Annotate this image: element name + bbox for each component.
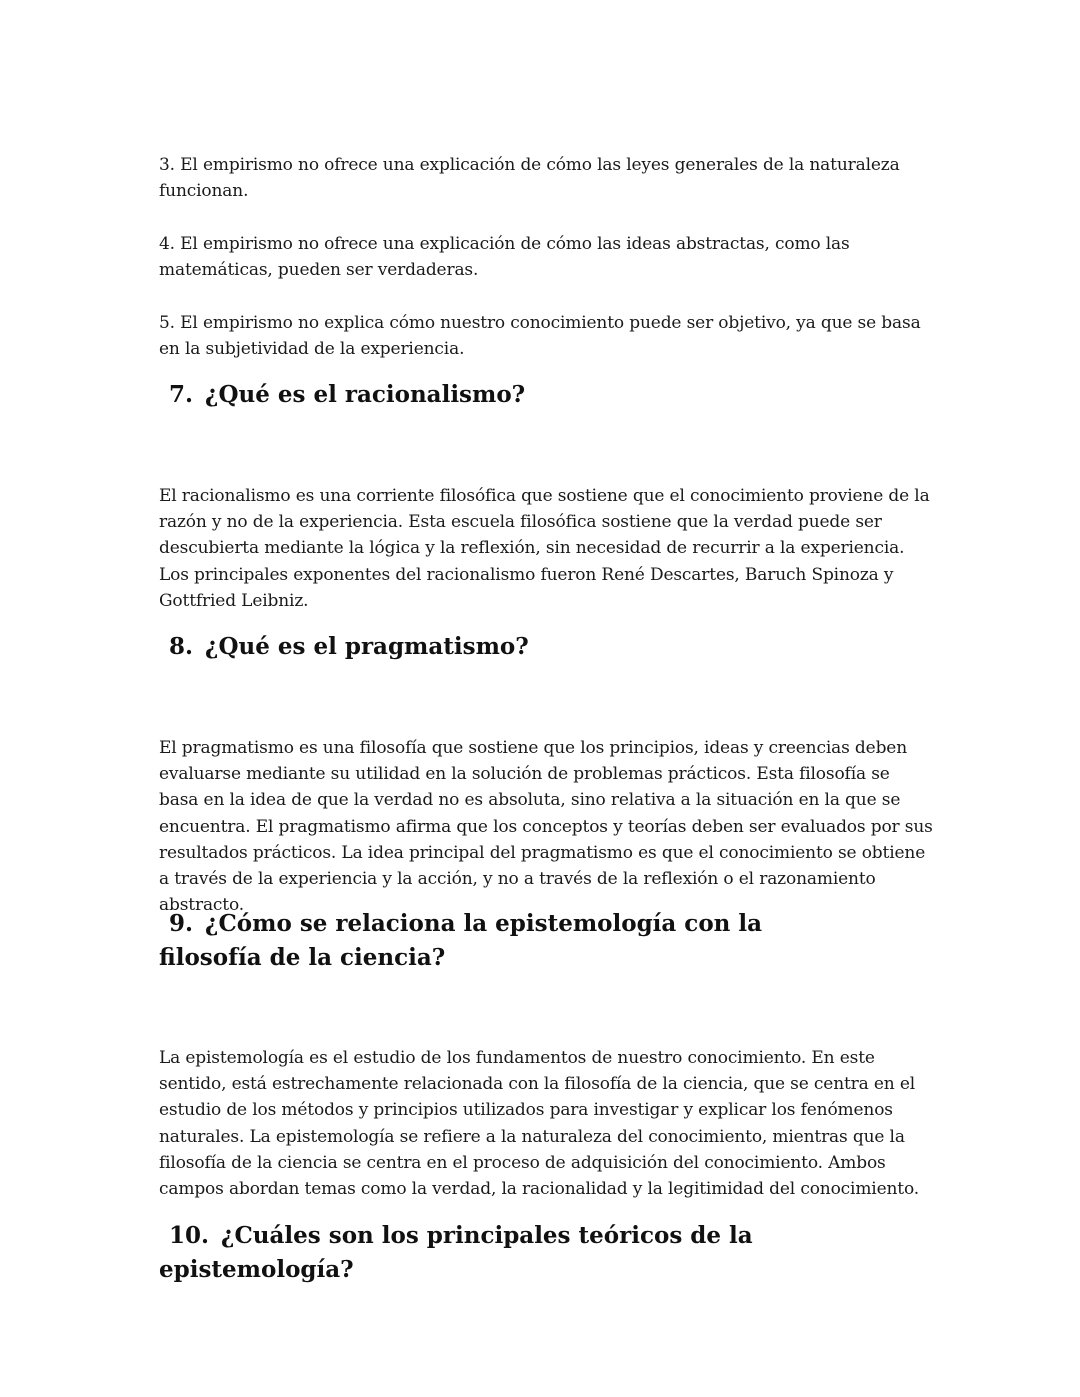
heading-epistemologia-ciencia — [159, 907, 859, 975]
heading-title: ¿Qué es el pragmatismo? — [205, 633, 529, 660]
heading-number: 7. — [169, 381, 194, 408]
paragraph-pragmatismo: El pragmatismo es una filosofía que sostiene que los principios, ideas y creencias deben evaluarse mediante su utilidad en la solución de problemas prácticos. Esta filosofía se basa en la idea de que la verdad no es absoluta, sino relativa a la situación en la que se encuentra. El pragmatismo afirma que los conceptos y teorías deben ser evaluados por sus resultados prácticos. La idea principal del pragmatismo es que el conocimiento se obtiene a través de la experiencia y la acción, y no a través de la reflexión o el razonamiento abstracto. — [159, 738, 933, 916]
heading-title: ¿Cuáles son los principales teóricos de la epistemología? — [159, 1222, 753, 1283]
heading-pragmatismo — [159, 630, 939, 664]
heading-racionalismo — [159, 378, 939, 412]
heading-number: 9. — [169, 910, 194, 937]
heading-teoricos-epistemologia — [159, 1219, 939, 1287]
heading-number: 10. — [169, 1222, 210, 1249]
heading-title: ¿Cómo se relaciona la epistemología con la filosofía de la ciencia? — [159, 910, 763, 971]
paragraph-racionalismo: El racionalismo es una corriente filosófica que sostiene que el conocimiento proviene de la razón y no de la experiencia. Esta escuela filosófica sostiene que la verdad puede ser descubierta mediante la lógica y la reflexión, sin necesidad de recurrir a la experiencia. Los principales exponentes del racionalismo fueron René Descartes, Baruch Spinoza y Gottfried Leibniz. — [159, 486, 930, 611]
list-item-5: 5. El empirismo no explica cómo nuestro conocimiento puede ser objetivo, ya que se basa en la subjetividad de la experiencia. — [159, 313, 921, 360]
list-item-4: 4. El empirismo no ofrece una explicación de cómo las ideas abstractas, como las matemáticas, pueden ser verdaderas. — [159, 234, 850, 281]
heading-number: 8. — [169, 633, 194, 660]
heading-title: ¿Qué es el racionalismo? — [205, 381, 526, 408]
list-item-3: 3. El empirismo no ofrece una explicación de cómo las leyes generales de la naturaleza funcionan. — [159, 155, 900, 202]
paragraph-epistemologia-ciencia: La epistemología es el estudio de los fundamentos de nuestro conocimiento. En este sentido, está estrechamente relacionada con la filosofía de la ciencia, que se centra en el estudio de los métodos y principios utilizados para investigar y explicar los fenómenos naturales. La epistemología se refiere a la naturaleza del conocimiento, mientras que la filosofía de la ciencia se centra en el proceso de adquisición del conocimiento. Ambos campos abordan temas como la verdad, la racionalidad y la legitimidad del conocimiento. — [159, 1048, 920, 1200]
